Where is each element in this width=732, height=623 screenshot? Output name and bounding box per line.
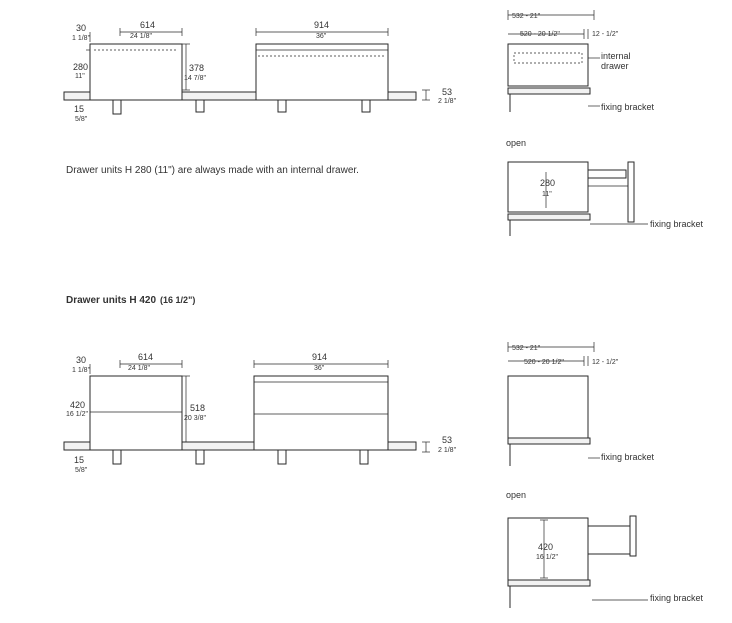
dim-520: 520 - 20 1/2" — [520, 31, 560, 38]
section2-title: Drawer units H 420 (16 1/2") — [66, 295, 196, 306]
drawer-front-open — [630, 516, 636, 556]
dim-15: 15 — [74, 455, 85, 465]
dim-532: 532 - 21" — [512, 13, 541, 20]
drawer-unit-914 — [256, 44, 388, 100]
drawer-unit-614 — [90, 44, 182, 100]
dim-914: 914 — [312, 352, 328, 362]
bracket — [278, 450, 286, 464]
bracket — [360, 450, 368, 464]
bracket — [196, 450, 204, 464]
dim-53-in: 2 1/8" — [438, 98, 457, 105]
dim-614-in: 24 1/8" — [128, 365, 150, 372]
label-open: open — [506, 490, 527, 500]
dim-30: 30 — [76, 23, 87, 33]
dim-15: 15 — [74, 104, 85, 114]
dim-520: 520 - 20 1/2" — [524, 359, 564, 366]
drawer-unit-914 — [254, 376, 388, 450]
label-drawer: drawer — [601, 61, 629, 71]
dim-518-in: 20 3/8" — [184, 415, 206, 422]
top-open-view — [506, 138, 704, 236]
dim-914-in: 36" — [314, 365, 325, 372]
note-internal-drawer: Drawer units H 280 (11") are always made with an internal drawer. — [66, 165, 359, 176]
drawer-slide-out — [588, 526, 630, 554]
label-open-fixing-bracket: fixing bracket — [650, 593, 704, 603]
label-internal: internal — [601, 51, 631, 61]
drawer-side-view — [508, 44, 588, 86]
dim-30-in: 1 1/8" — [72, 35, 91, 42]
dim-12: 12 - 1/2" — [592, 31, 619, 38]
dim-53-in: 2 1/8" — [438, 447, 457, 454]
shelf-open — [508, 214, 590, 220]
label-fixing-bracket: fixing bracket — [601, 102, 655, 112]
bottom-front-elevation — [64, 352, 457, 474]
dim-280: 280 — [73, 62, 89, 72]
dim-614: 614 — [138, 352, 154, 362]
shelf-open — [508, 580, 590, 586]
dim-614: 614 — [140, 20, 156, 30]
open-height: 420 — [538, 542, 554, 552]
top-front-elevation — [64, 20, 457, 123]
drawer-unit-614 — [90, 376, 182, 450]
dim-420: 420 — [70, 400, 86, 410]
dim-614-in: 24 1/8" — [130, 33, 152, 40]
dim-30: 30 — [76, 355, 87, 365]
dim-378-in: 14 7/8" — [184, 75, 206, 82]
label-fixing-bracket: fixing bracket — [601, 452, 655, 462]
shelf-side — [508, 438, 590, 444]
bracket — [196, 100, 204, 112]
bracket — [362, 100, 370, 112]
dim-532: 532 - 21" — [512, 345, 541, 352]
bottom-open-view — [506, 490, 704, 608]
shelf-side — [508, 88, 590, 94]
drawer-slide-out — [588, 170, 626, 178]
drawer-side-view — [508, 376, 588, 438]
label-open: open — [506, 138, 527, 148]
dim-420-in: 16 1/2" — [66, 411, 88, 418]
dim-15-in: 5/8" — [75, 467, 88, 474]
open-height: 280 — [540, 178, 556, 188]
dim-378: 378 — [189, 63, 205, 73]
bottom-side-section — [508, 342, 655, 466]
top-side-section — [508, 10, 655, 112]
bracket — [278, 100, 286, 112]
dim-12: 12 - 1/2" — [592, 359, 619, 366]
open-height-in: 16 1/2" — [536, 554, 558, 561]
dim-280-in: 11" — [75, 73, 85, 80]
bracket — [113, 450, 121, 464]
dim-914-in: 36" — [316, 33, 327, 40]
label-open-fixing-bracket: fixing bracket — [650, 219, 704, 229]
dim-15-in: 5/8" — [75, 116, 88, 123]
dim-914: 914 — [314, 20, 330, 30]
dim-53: 53 — [442, 435, 453, 445]
open-height-in: 11" — [542, 191, 552, 198]
drawer-front-open — [628, 162, 634, 222]
dim-53: 53 — [442, 87, 453, 97]
dim-30-in: 1 1/8" — [72, 367, 91, 374]
dim-518: 518 — [190, 403, 206, 413]
bracket — [113, 100, 121, 114]
